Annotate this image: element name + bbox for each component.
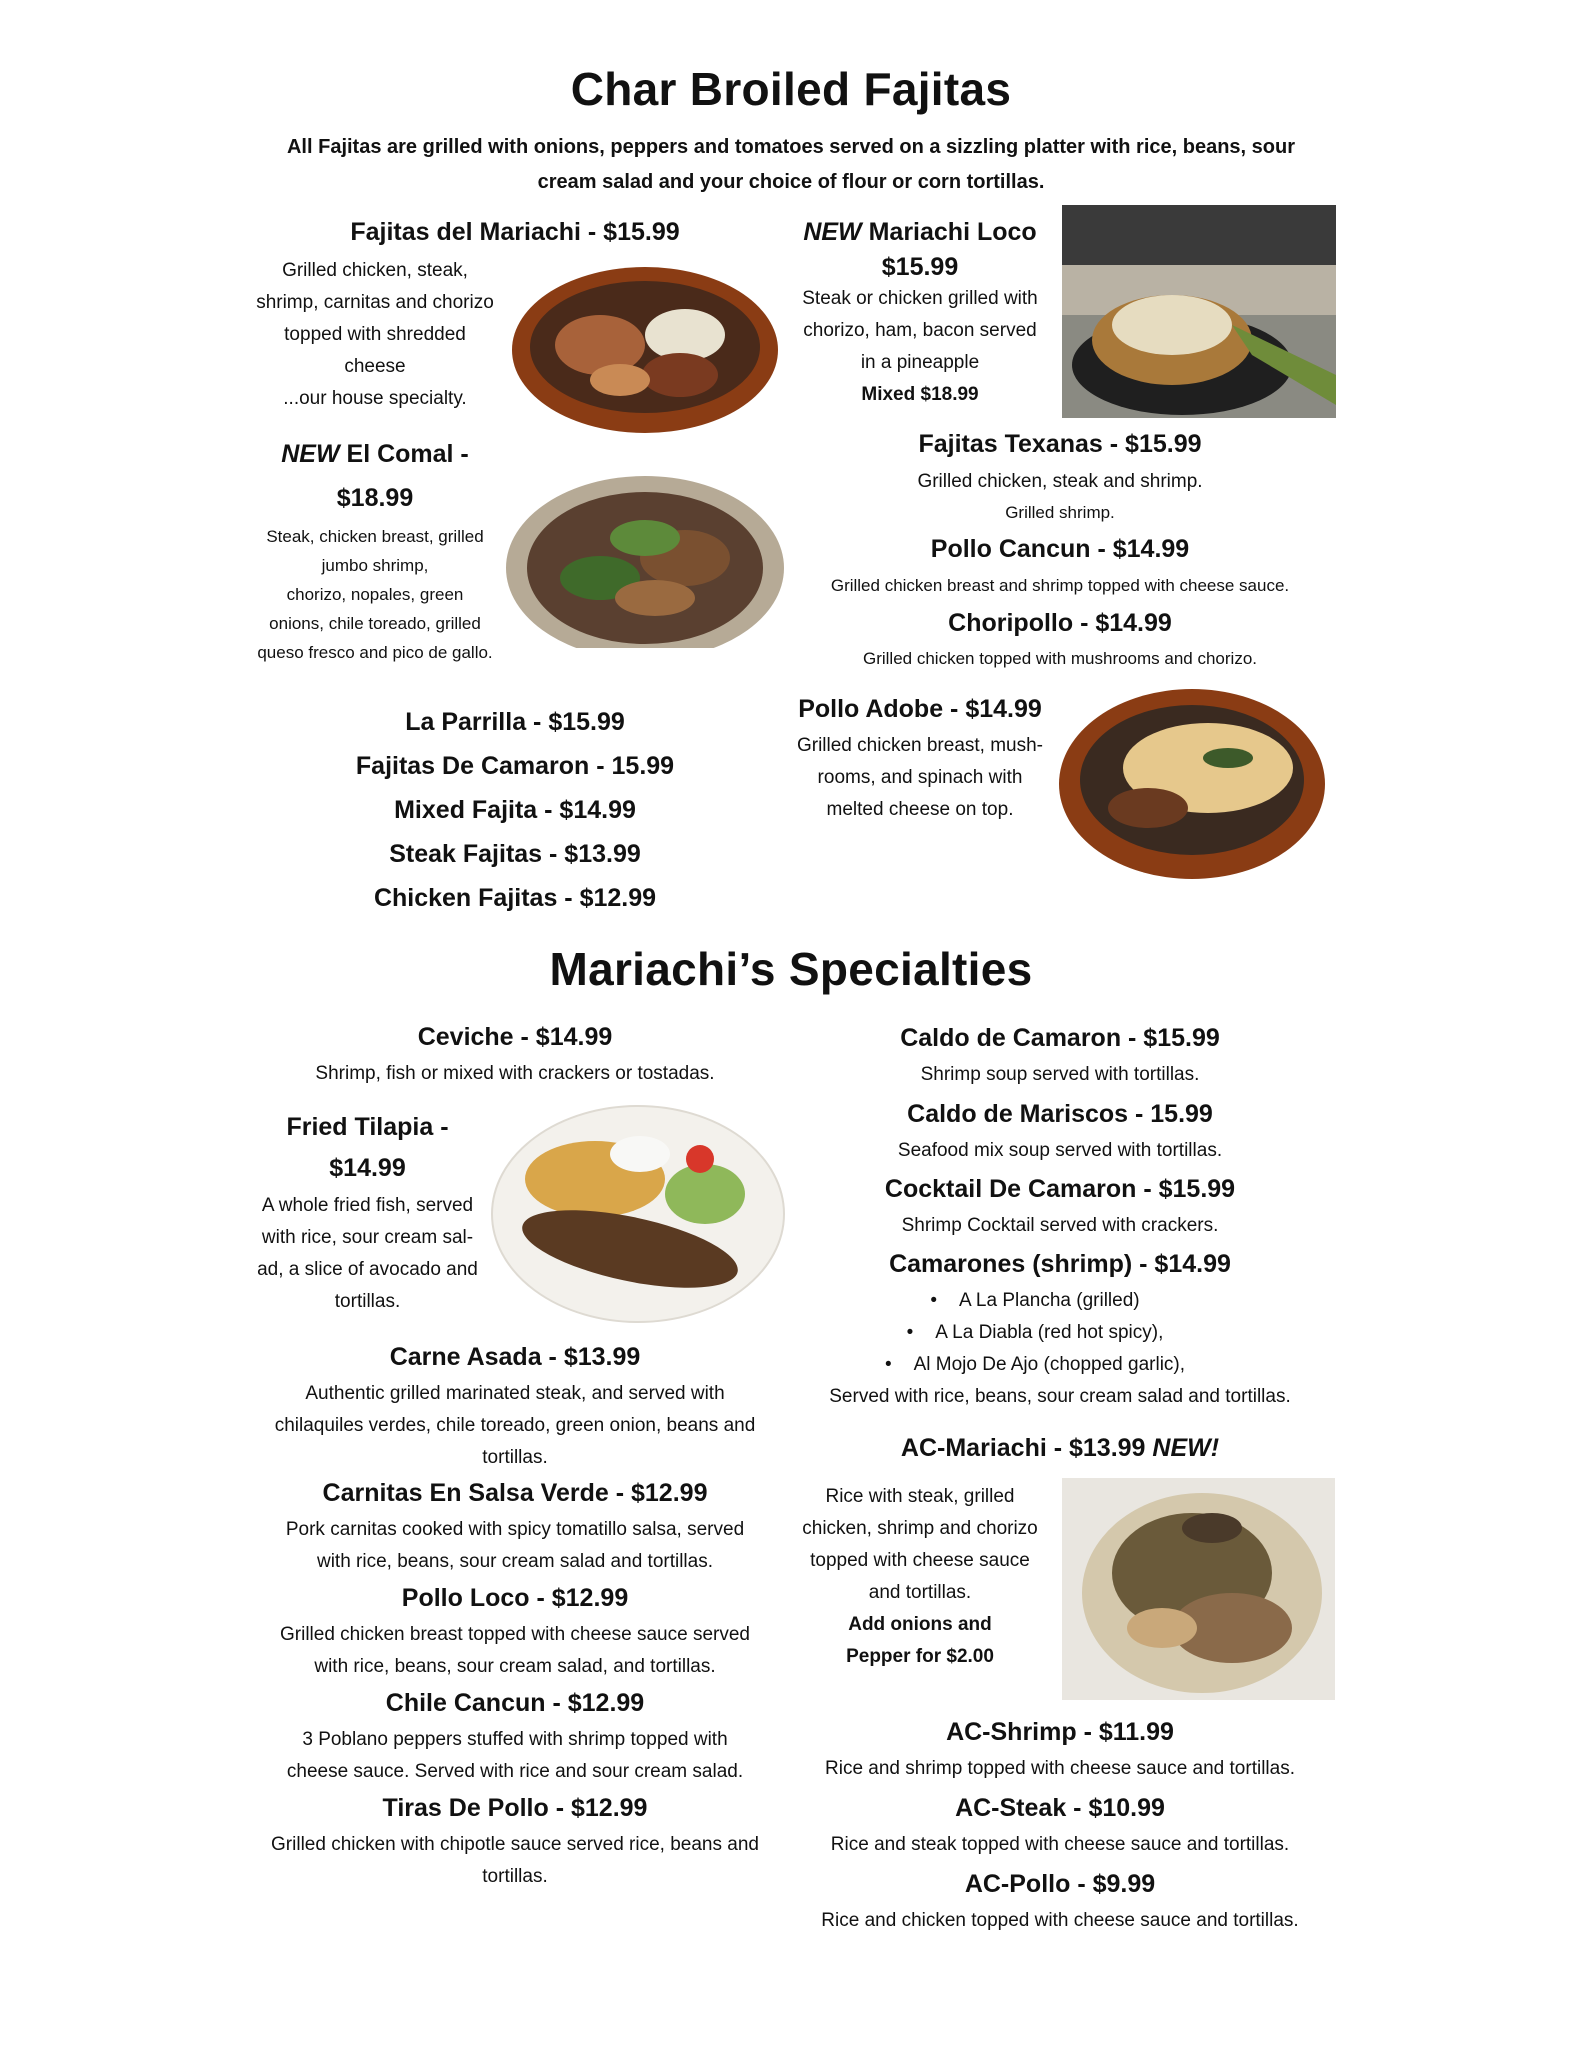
- carne-asada-line: tortillas.: [482, 1447, 548, 1468]
- el-comal-desc: [240, 522, 510, 667]
- el-comal-name: El Comal -: [346, 440, 469, 468]
- texanas-title: Fajitas Texanas - $15.99: [918, 430, 1202, 458]
- pollo-adobe-photo-icon: [1058, 688, 1326, 880]
- pollo-loco-line: Grilled chicken breast topped with cheese sauce served: [280, 1624, 750, 1645]
- pollo-loco-line: with rice, beans, sour cream salad, and tortillas.: [314, 1656, 716, 1677]
- ac-mariachi-line: topped with cheese sauce: [810, 1550, 1030, 1571]
- pollo-adobe-line: rooms, and spinach with: [817, 767, 1023, 788]
- texanas-line2: Grilled shrimp.: [1005, 503, 1115, 522]
- camarones-options: [850, 1285, 1220, 1381]
- tilapia-title-line1: Fried Tilapia -: [286, 1113, 449, 1141]
- pollo-cancun-desc: Grilled chicken breast and shrimp topped with cheese sauce.: [830, 576, 1290, 595]
- tilapia-line: ad, a slice of avocado and: [257, 1259, 478, 1280]
- tilapia-line: with rice, sour cream sal-: [261, 1227, 474, 1248]
- ac-mariachi-add: Pepper for $2.00: [846, 1646, 994, 1667]
- tiras-desc: [240, 1829, 790, 1893]
- pollo-adobe-line: melted cheese on top.: [826, 799, 1014, 820]
- ac-steak-title: AC-Steak - $10.99: [955, 1794, 1165, 1822]
- ac-steak-desc: Rice and steak topped with cheese sauce and tortillas.: [830, 1834, 1290, 1855]
- ac-mariachi-add: Add onions and: [848, 1614, 992, 1635]
- mariachi-loco-line: chorizo, ham, bacon served: [803, 320, 1037, 341]
- specialties-title: Mariachi’s Specialties: [549, 943, 1033, 995]
- carne-asada-title: Carne Asada - $13.99: [389, 1343, 641, 1371]
- fajitas-title: Char Broiled Fajitas: [570, 63, 1012, 115]
- pollo-loco-desc: [240, 1619, 790, 1683]
- pollo-adobe-title: Pollo Adobe - $14.99: [798, 695, 1042, 723]
- camarones-option: • Al Mojo De Ajo (chopped garlic),: [850, 1349, 1220, 1381]
- fried-tilapia-photo-icon: [490, 1104, 785, 1324]
- fajita-list-item: Chicken Fajitas - $12.99: [373, 884, 657, 912]
- del-mariachi-line: shrimp, carnitas and chorizo: [256, 292, 494, 313]
- cocktail-desc: Shrimp Cocktail served with crackers.: [901, 1215, 1219, 1236]
- pollo-adobe-line: Grilled chicken breast, mush-: [796, 735, 1044, 756]
- carnitas-line: with rice, beans, sour cream salad and tortillas.: [316, 1551, 713, 1572]
- tilapia-desc: [245, 1190, 490, 1318]
- camarones-option: • A La Plancha (grilled): [850, 1285, 1220, 1317]
- pollo-adobe-desc: [785, 730, 1055, 826]
- ac-mariachi-name: AC-Mariachi - $13.99: [900, 1434, 1146, 1462]
- ceviche-desc: Shrimp, fish or mixed with crackers or tostadas.: [315, 1063, 715, 1084]
- fajitas-intro-line1: All Fajitas are grilled with onions, peppers and tomatoes served on a sizzling platter with rice, beans, sour: [286, 136, 1295, 158]
- ceviche-title: Ceviche - $14.99: [417, 1023, 613, 1051]
- pollo-cancun-title: Pollo Cancun - $14.99: [930, 535, 1190, 563]
- fajita-list-item: Mixed Fajita - $14.99: [394, 796, 636, 824]
- chile-cancun-line: 3 Poblano peppers stuffed with shrimp topped with: [302, 1729, 728, 1750]
- ac-mariachi-line: chicken, shrimp and chorizo: [802, 1518, 1038, 1539]
- ac-mariachi-line: Rice with steak, grilled: [825, 1486, 1015, 1507]
- mariachi-loco-title: [790, 215, 1050, 249]
- chile-cancun-desc: [240, 1724, 790, 1788]
- carnitas-line: Pork carnitas cooked with spicy tomatillo salsa, served: [285, 1519, 745, 1540]
- el-comal-title: [255, 437, 495, 471]
- texanas-line1: Grilled chicken, steak and shrimp.: [917, 471, 1203, 492]
- tilapia-line: A whole fried fish, served: [261, 1195, 474, 1216]
- mariachi-loco-mixed: Mixed $18.99: [861, 384, 979, 405]
- fajitas-intro: [200, 130, 1382, 200]
- fajita-list-item: La Parrilla - $15.99: [405, 708, 625, 736]
- tilapia-line: tortillas.: [334, 1291, 401, 1312]
- ac-mariachi-line: and tortillas.: [868, 1582, 972, 1603]
- fajitas-intro-line2: cream salad and your choice of flour or corn tortillas.: [537, 171, 1045, 193]
- del-mariachi-line: cheese: [344, 356, 406, 377]
- mariachi-loco-line: Steak or chicken grilled with: [802, 288, 1038, 309]
- carne-asada-line: Authentic grilled marinated steak, and served with: [305, 1383, 725, 1404]
- fajitas-del-mariachi-photo-icon: [510, 265, 780, 435]
- el-comal-line: queso fresco and pico de gallo.: [257, 643, 493, 662]
- ac-shrimp-title: AC-Shrimp - $11.99: [946, 1718, 1174, 1746]
- fajita-list: [290, 700, 740, 920]
- mariachi-loco-price: $15.99: [881, 253, 959, 281]
- ac-shrimp-desc: Rice and shrimp topped with cheese sauce and tortillas.: [825, 1758, 1295, 1779]
- ac-mariachi-desc: [785, 1481, 1055, 1673]
- fajita-list-item: Fajitas De Camaron - 15.99: [355, 752, 675, 780]
- el-comal-line: jumbo shrimp,: [321, 556, 429, 575]
- carne-asada-desc: [240, 1378, 790, 1474]
- ac-mariachi-title: [800, 1431, 1320, 1465]
- camarones-title: Camarones (shrimp) - $14.99: [889, 1250, 1231, 1278]
- choripollo-desc: Grilled chicken topped with mushrooms and chorizo.: [862, 649, 1258, 668]
- choripollo-title: Choripollo - $14.99: [948, 609, 1172, 637]
- carne-asada-line: chilaquiles verdes, chile toreado, green onion, beans and: [274, 1415, 756, 1436]
- caldo-mariscos-title: Caldo de Mariscos - 15.99: [907, 1100, 1213, 1128]
- tiras-title: Tiras De Pollo - $12.99: [382, 1794, 648, 1822]
- el-comal-line: chorizo, nopales, green: [286, 585, 464, 604]
- camarones-served: Served with rice, beans, sour cream salad and tortillas.: [829, 1386, 1291, 1407]
- el-comal-price: $18.99: [336, 484, 414, 512]
- tiras-line: Grilled chicken with chipotle sauce served rice, beans and: [271, 1834, 759, 1855]
- mariachi-loco-name: Mariachi Loco: [868, 218, 1037, 246]
- caldo-camaron-title: Caldo de Camaron - $15.99: [900, 1024, 1220, 1052]
- el-comal-photo-icon: [505, 468, 785, 648]
- ac-mariachi-photo-icon: [1062, 1478, 1335, 1700]
- del-mariachi-desc: [240, 255, 510, 415]
- mariachi-loco-pineapple-photo-icon: [1062, 205, 1336, 418]
- del-mariachi-title: Fajitas del Mariachi - $15.99: [350, 218, 680, 246]
- carnitas-title: Carnitas En Salsa Verde - $12.99: [322, 1479, 708, 1507]
- mariachi-loco-desc: [785, 283, 1055, 411]
- del-mariachi-line: ...our house specialty.: [283, 388, 467, 409]
- new-tag: NEW!: [1152, 1434, 1220, 1462]
- fajita-list-item: Steak Fajitas - $13.99: [389, 840, 641, 868]
- caldo-camaron-desc: Shrimp soup served with tortillas.: [920, 1064, 1200, 1085]
- mariachi-loco-line: in a pineapple: [860, 352, 980, 373]
- tiras-line: tortillas.: [482, 1866, 548, 1887]
- ac-pollo-desc: Rice and chicken topped with cheese sauce and tortillas.: [821, 1910, 1299, 1931]
- carnitas-desc: [240, 1514, 790, 1578]
- new-tag: NEW: [281, 440, 340, 468]
- del-mariachi-line: Grilled chicken, steak,: [282, 260, 468, 281]
- el-comal-line: onions, chile toreado, grilled: [269, 614, 481, 633]
- caldo-mariscos-desc: Seafood mix soup served with tortillas.: [897, 1140, 1223, 1161]
- chile-cancun-title: Chile Cancun - $12.99: [385, 1689, 645, 1717]
- cocktail-title: Cocktail De Camaron - $15.99: [884, 1175, 1236, 1203]
- pollo-loco-title: Pollo Loco - $12.99: [401, 1584, 629, 1612]
- chile-cancun-line: cheese sauce. Served with rice and sour cream salad.: [286, 1761, 744, 1782]
- camarones-option: • A La Diabla (red hot spicy),: [850, 1317, 1220, 1349]
- del-mariachi-line: topped with shredded: [284, 324, 466, 345]
- el-comal-line: Steak, chicken breast, grilled: [266, 527, 484, 546]
- tilapia-title-line2: $14.99: [329, 1154, 406, 1182]
- ac-pollo-title: AC-Pollo - $9.99: [964, 1870, 1156, 1898]
- new-tag: NEW: [803, 218, 862, 246]
